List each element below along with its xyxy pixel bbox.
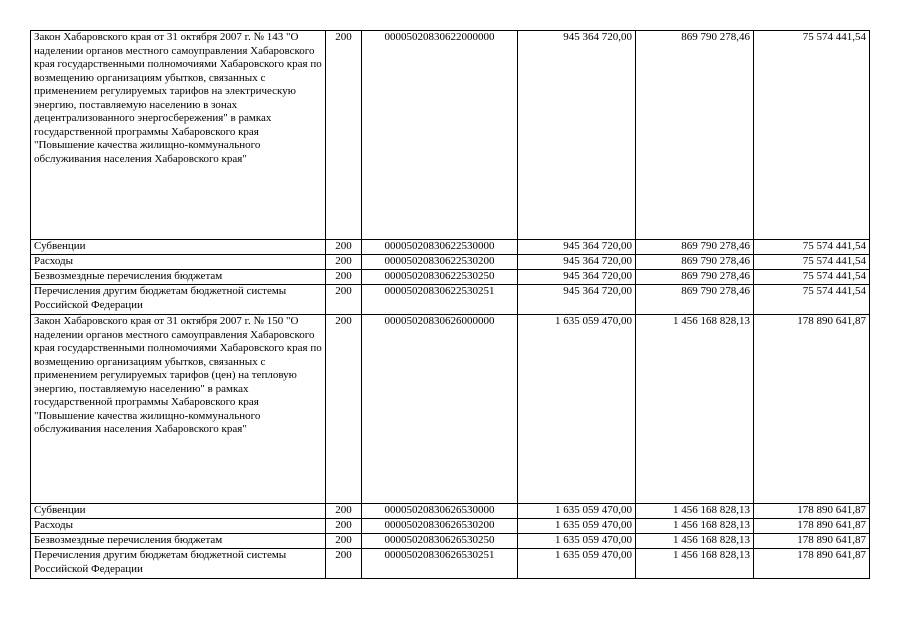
row-name-cell: Закон Хабаровского края от 31 октября 2007 г. № 143 "О наделении органов местного самоуправления Хабаровского края государственными полномочиями Хабаровского края по возмещению организациям убытков, связанных с применением регулируемых тарифов на электрическую энергию, поставляемую населению в зонах децентрализованного энергосбережения" в рамках государственной программы Хабаровского края "Повышение качества жилищно-коммунального обслуживания населения Хабаровского края" bbox=[31, 31, 326, 240]
row-unexecuted-amount-cell: 178 890 641,87 bbox=[754, 519, 870, 534]
row-unexecuted-amount-cell: 75 574 441,54 bbox=[754, 31, 870, 240]
row-unexecuted-amount-cell: 75 574 441,54 bbox=[754, 285, 870, 315]
row-name-cell: Расходы bbox=[31, 519, 326, 534]
row-classification-code-cell: 00005020830626530251 bbox=[362, 549, 518, 579]
row-executed-amount-cell: 869 790 278,46 bbox=[636, 31, 754, 240]
row-classification-code-cell: 00005020830626530200 bbox=[362, 519, 518, 534]
row-name-cell: Безвозмездные перечисления бюджетам bbox=[31, 270, 326, 285]
row-name-cell: Субвенции bbox=[31, 240, 326, 255]
row-approved-amount-cell: 945 364 720,00 bbox=[518, 240, 636, 255]
row-classification-code-cell: 00005020830622530200 bbox=[362, 255, 518, 270]
row-approved-amount-cell: 945 364 720,00 bbox=[518, 270, 636, 285]
row-code-cell: 200 bbox=[326, 255, 362, 270]
table-row bbox=[31, 31, 870, 240]
row-approved-amount-cell: 1 635 059 470,00 bbox=[518, 549, 636, 579]
row-executed-amount-cell: 869 790 278,46 bbox=[636, 255, 754, 270]
table-row bbox=[31, 255, 870, 270]
row-approved-amount-cell: 1 635 059 470,00 bbox=[518, 315, 636, 504]
row-approved-amount-cell: 1 635 059 470,00 bbox=[518, 504, 636, 519]
row-code-cell: 200 bbox=[326, 534, 362, 549]
row-classification-code-cell: 00005020830626000000 bbox=[362, 315, 518, 504]
row-name-cell: Перечисления другим бюджетам бюджетной системы Российской Федерации bbox=[31, 549, 326, 579]
table-row bbox=[31, 285, 870, 315]
row-unexecuted-amount-cell: 75 574 441,54 bbox=[754, 270, 870, 285]
row-executed-amount-cell: 1 456 168 828,13 bbox=[636, 519, 754, 534]
budget-execution-table bbox=[30, 30, 870, 579]
row-name-cell: Расходы bbox=[31, 255, 326, 270]
row-approved-amount-cell: 945 364 720,00 bbox=[518, 31, 636, 240]
row-code-cell: 200 bbox=[326, 240, 362, 255]
row-executed-amount-cell: 1 456 168 828,13 bbox=[636, 504, 754, 519]
row-code-cell: 200 bbox=[326, 315, 362, 504]
row-approved-amount-cell: 1 635 059 470,00 bbox=[518, 534, 636, 549]
row-executed-amount-cell: 1 456 168 828,13 bbox=[636, 315, 754, 504]
row-code-cell: 200 bbox=[326, 519, 362, 534]
row-unexecuted-amount-cell: 178 890 641,87 bbox=[754, 315, 870, 504]
table-row bbox=[31, 534, 870, 549]
row-unexecuted-amount-cell: 178 890 641,87 bbox=[754, 549, 870, 579]
row-code-cell: 200 bbox=[326, 270, 362, 285]
table-row bbox=[31, 519, 870, 534]
row-executed-amount-cell: 1 456 168 828,13 bbox=[636, 534, 754, 549]
row-unexecuted-amount-cell: 178 890 641,87 bbox=[754, 534, 870, 549]
row-classification-code-cell: 00005020830626530000 bbox=[362, 504, 518, 519]
table-row bbox=[31, 549, 870, 579]
row-code-cell: 200 bbox=[326, 549, 362, 579]
row-unexecuted-amount-cell: 178 890 641,87 bbox=[754, 504, 870, 519]
row-executed-amount-cell: 869 790 278,46 bbox=[636, 270, 754, 285]
row-approved-amount-cell: 1 635 059 470,00 bbox=[518, 519, 636, 534]
row-classification-code-cell: 00005020830622530251 bbox=[362, 285, 518, 315]
row-name-cell: Субвенции bbox=[31, 504, 326, 519]
table-row bbox=[31, 270, 870, 285]
row-executed-amount-cell: 869 790 278,46 bbox=[636, 240, 754, 255]
row-executed-amount-cell: 869 790 278,46 bbox=[636, 285, 754, 315]
row-classification-code-cell: 00005020830622530250 bbox=[362, 270, 518, 285]
table-row bbox=[31, 315, 870, 504]
row-name-cell: Безвозмездные перечисления бюджетам bbox=[31, 534, 326, 549]
row-unexecuted-amount-cell: 75 574 441,54 bbox=[754, 240, 870, 255]
row-code-cell: 200 bbox=[326, 504, 362, 519]
row-code-cell: 200 bbox=[326, 31, 362, 240]
row-classification-code-cell: 00005020830622000000 bbox=[362, 31, 518, 240]
row-classification-code-cell: 00005020830626530250 bbox=[362, 534, 518, 549]
row-name-cell: Перечисления другим бюджетам бюджетной системы Российской Федерации bbox=[31, 285, 326, 315]
row-code-cell: 200 bbox=[326, 285, 362, 315]
table-row bbox=[31, 504, 870, 519]
row-approved-amount-cell: 945 364 720,00 bbox=[518, 255, 636, 270]
row-name-cell: Закон Хабаровского края от 31 октября 2007 г. № 150 "О наделении органов местного самоуправления Хабаровского края государственными полномочиями Хабаровского края по возмещению организациям убытков, связанных с применением регулируемых тарифов (цен) на тепловую энергию, поставляемую населению" в рамках государственной программы Хабаровского края "Повышение качества жилищно-коммунального обслуживания населения Хабаровского края" bbox=[31, 315, 326, 504]
row-executed-amount-cell: 1 456 168 828,13 bbox=[636, 549, 754, 579]
row-classification-code-cell: 00005020830622530000 bbox=[362, 240, 518, 255]
table-row bbox=[31, 240, 870, 255]
row-approved-amount-cell: 945 364 720,00 bbox=[518, 285, 636, 315]
row-unexecuted-amount-cell: 75 574 441,54 bbox=[754, 255, 870, 270]
